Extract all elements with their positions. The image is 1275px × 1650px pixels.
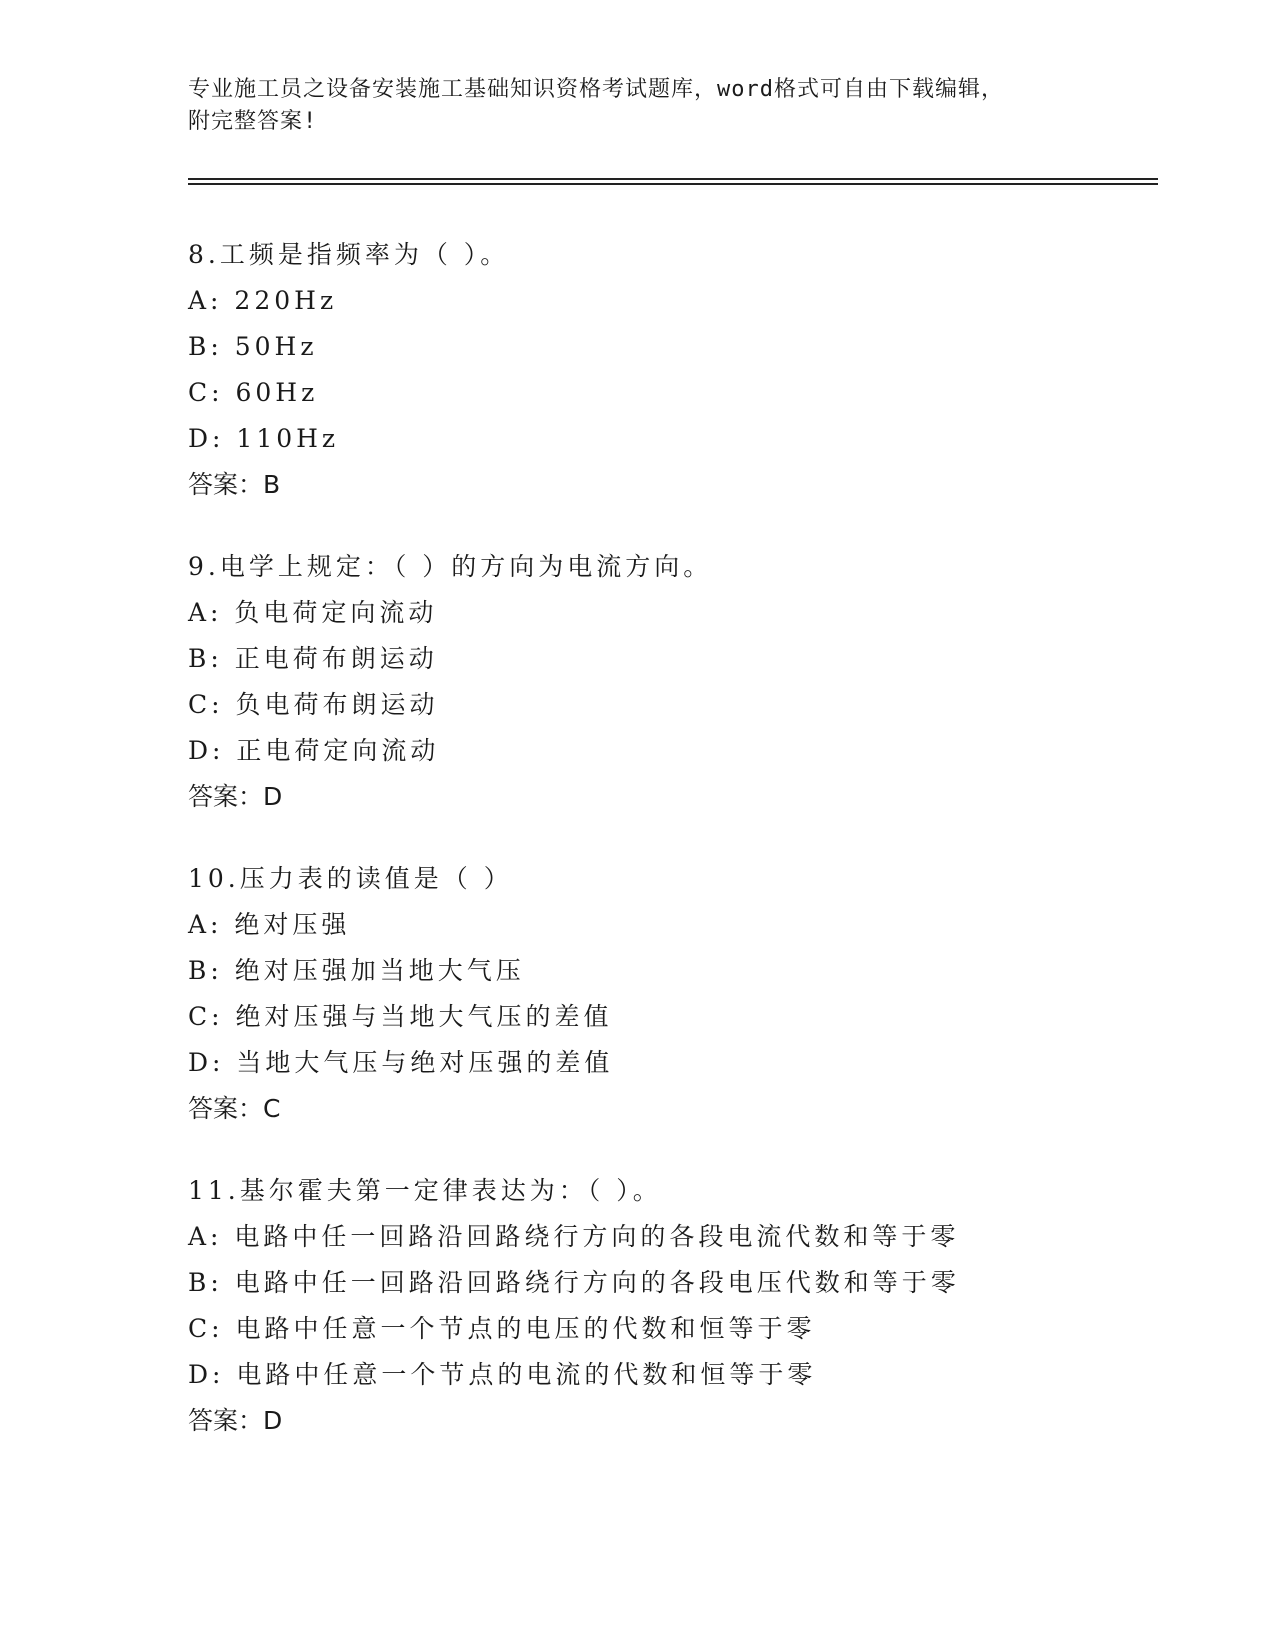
- option-c: C: 60Hz: [188, 378, 319, 407]
- option-b: B: 绝对压强加当地大气压: [188, 956, 525, 985]
- option-c: C: 绝对压强与当地大气压的差值: [188, 1002, 613, 1031]
- question-11: [188, 1168, 1188, 1444]
- option-a: A: 绝对压强: [188, 910, 351, 939]
- question-10: [188, 856, 1188, 1132]
- option-d: D: 电路中任意一个节点的电流的代数和恒等于零: [188, 1360, 817, 1389]
- option-c: C: 电路中任意一个节点的电压的代数和恒等于零: [188, 1314, 816, 1343]
- question-title: 9.电学上规定：（ ）的方向为电流方向。: [188, 552, 713, 581]
- header-divider-top: [188, 178, 1158, 180]
- question-title: 11.基尔霍夫第一定律表达为：（ ）。: [188, 1176, 662, 1205]
- option-d: D: 当地大气压与绝对压强的差值: [188, 1048, 614, 1077]
- question-list: [188, 232, 1188, 1480]
- option-a: A: 220Hz: [188, 286, 338, 315]
- question-title: 8.工频是指频率为（ ）。: [188, 240, 510, 269]
- document-header: [188, 74, 1068, 138]
- header-line-1: 专业施工员之设备安装施工基础知识资格考试题库，word格式可自由下载编辑，: [188, 77, 1004, 102]
- question-9: [188, 544, 1188, 820]
- option-a: A: 电路中任一回路沿回路绕行方向的各段电流代数和等于零: [188, 1222, 960, 1251]
- option-b: B: 电路中任一回路沿回路绕行方向的各段电压代数和等于零: [188, 1268, 960, 1297]
- option-b: B: 50Hz: [188, 332, 318, 361]
- answer-label: 答案：B: [188, 470, 281, 499]
- question-8: [188, 232, 1188, 508]
- option-c: C: 负电荷布朗运动: [188, 690, 439, 719]
- option-b: B: 正电荷布朗运动: [188, 644, 438, 673]
- answer-label: 答案：D: [188, 1406, 283, 1435]
- question-title: 10.压力表的读值是（ ）: [188, 864, 513, 893]
- header-line-2: 附完整答案!: [188, 109, 318, 134]
- option-a: A: 负电荷定向流动: [188, 598, 438, 627]
- answer-label: 答案：C: [188, 1094, 281, 1123]
- header-divider-bottom: [188, 183, 1158, 185]
- answer-label: 答案：D: [188, 782, 283, 811]
- option-d: D: 正电荷定向流动: [188, 736, 440, 765]
- option-d: D: 110Hz: [188, 424, 340, 453]
